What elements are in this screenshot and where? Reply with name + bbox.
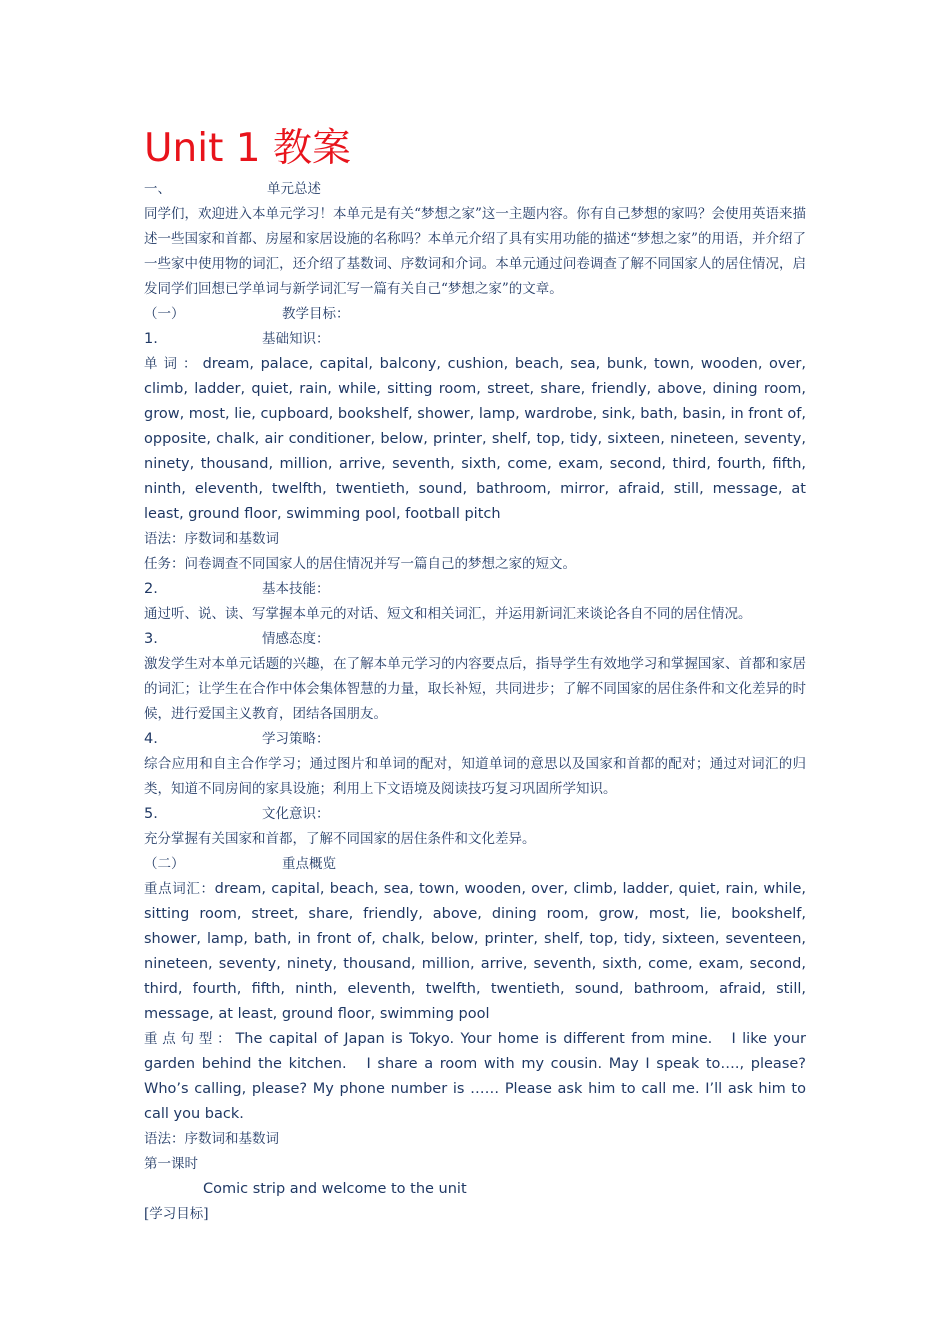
section-number: 一、 — [144, 181, 171, 197]
document-title: Unit 1 教案 — [144, 126, 351, 171]
lesson-title: Comic strip and welcome to the unit — [203, 1181, 467, 1197]
section-title: 单元总述 — [267, 181, 321, 197]
goal-heading — [144, 577, 806, 602]
section-heading — [144, 177, 806, 202]
goal-number: 1. — [144, 331, 158, 347]
key-sentences-text: The capital of Japan is Tokyo. Your home is different from mine. I like your garden behind the kitchen. I share a room with my cousin. May I speak to…., please? Who’s calling, please? My phone number is …… Please ask him to call me. I’ll ask him to call you back. — [144, 1031, 811, 1122]
goal-paragraph: 充分掌握有关国家和首都，了解不同国家的居住条件和文化差异。 — [144, 831, 536, 847]
key-sentences-paragraph — [144, 1027, 811, 1127]
goal-title: 学习策略： — [262, 731, 330, 747]
grammar-line: 语法：序数词和基数词 — [144, 531, 279, 547]
lesson-plan-document — [144, 126, 811, 1227]
task-line: 任务：问卷调查不同国家人的居住情况并写一篇自己的梦想之家的短文。 — [144, 556, 576, 572]
objectives-heading: [学习目标] — [144, 1206, 209, 1222]
goal-heading — [144, 327, 806, 352]
goal-number: 3. — [144, 631, 158, 647]
goal-number: 4. — [144, 731, 158, 747]
subsection-number: （二） — [144, 856, 185, 872]
key-vocabulary-list: dream, capital, beach, sea, town, wooden, over, climb, ladder, quiet, rain, while, sitting room, street, share, friendly, above, dining room, grow, most, lie, bookshelf, shower, lamp, bath, in front of, chalk, below, printer, shelf, top, tidy, sixteen, seventeen, nineteen, seventy, ninety, thousand, million, arrive, seventh, sixth, come, exam, second, third, fourth, fifth, ninth, eleventh, twelfth, twentieth, sound, bathroom, afraid, still, message, at least, ground floor, swimming pool — [144, 881, 806, 1022]
key-sentences-label: 重点句型： — [144, 1031, 236, 1047]
lesson-heading: 第一课时 — [144, 1156, 198, 1172]
goal-paragraph: 综合应用和自主合作学习；通过图片和单词的配对，知道单词的意思以及国家和首都的配对；通过对词汇的归类，知道不同房间的家具设施；利用上下文语境及阅读技巧复习巩固所学知识。 — [144, 756, 806, 797]
key-vocabulary-label: 重点词汇： — [144, 881, 215, 897]
subsection-number: （一） — [144, 306, 185, 322]
subsection-heading — [144, 852, 806, 877]
goal-paragraph: 激发学生对本单元话题的兴趣，在了解本单元学习的内容要点后，指导学生有效地学习和掌握国家、首都和家居的词汇；让学生在合作中体会集体智慧的力量，取长补短，共同进步；了解不同国家的居住条件和文化差异的时候，进行爱国主义教育，团结各国朋友。 — [144, 656, 806, 722]
grammar-line: 语法：序数词和基数词 — [144, 1131, 279, 1147]
subsection-title: 教学目标： — [282, 306, 350, 322]
subsection-heading — [144, 302, 806, 327]
goal-heading — [144, 627, 806, 652]
goal-heading — [144, 727, 806, 752]
goal-title: 文化意识： — [262, 806, 330, 822]
intro-paragraph: 同学们，欢迎进入本单元学习！本单元是有关“梦想之家”这一主题内容。你有自己梦想的家吗？会使用英语来描述一些国家和首都、房屋和家居设施的名称吗？本单元介绍了具有实用功能的描述“梦想之家”的用语，并介绍了一些家中使用物的词汇，还介绍了基数词、序数词和介词。本单元通过问卷调查了解不同国家人的居住情况，启发同学们回想已学单词与新学词汇写一篇有关自己“梦想之家”的文章。 — [144, 206, 806, 297]
goal-paragraph: 通过听、说、读、写掌握本单元的对话、短文和相关词汇，并运用新词汇来谈论各自不同的居住情况。 — [144, 606, 752, 622]
goal-number: 5. — [144, 806, 158, 822]
vocabulary-label: 单词： — [144, 356, 203, 372]
goal-title: 基础知识： — [262, 331, 330, 347]
vocabulary-paragraph — [144, 352, 806, 527]
goal-title: 情感态度： — [262, 631, 330, 647]
goal-heading — [144, 802, 806, 827]
vocabulary-list: dream, palace, capital, balcony, cushion, beach, sea, bunk, town, wooden, over, climb, ladder, quiet, rain, while, sitting room, street, share, friendly, above, dining room, grow, most, lie, cupboard, bookshelf, shower, lamp, wardrobe, sink, bath, basin, in front of, opposite, chalk, air conditioner, below, printer, shelf, top, tidy, sixteen, nineteen, seventy, ninety, thousand, million, arrive, seventh, sixth, come, exam, second, third, fourth, fifth, ninth, eleventh, twelfth, twentieth, sound, bathroom, mirror, afraid, still, message, at least, ground floor, swimming pool, football pitch — [144, 356, 806, 522]
goal-title: 基本技能： — [262, 581, 330, 597]
subsection-title: 重点概览 — [282, 856, 336, 872]
goal-number: 2. — [144, 581, 158, 597]
key-vocabulary-paragraph — [144, 877, 806, 1027]
